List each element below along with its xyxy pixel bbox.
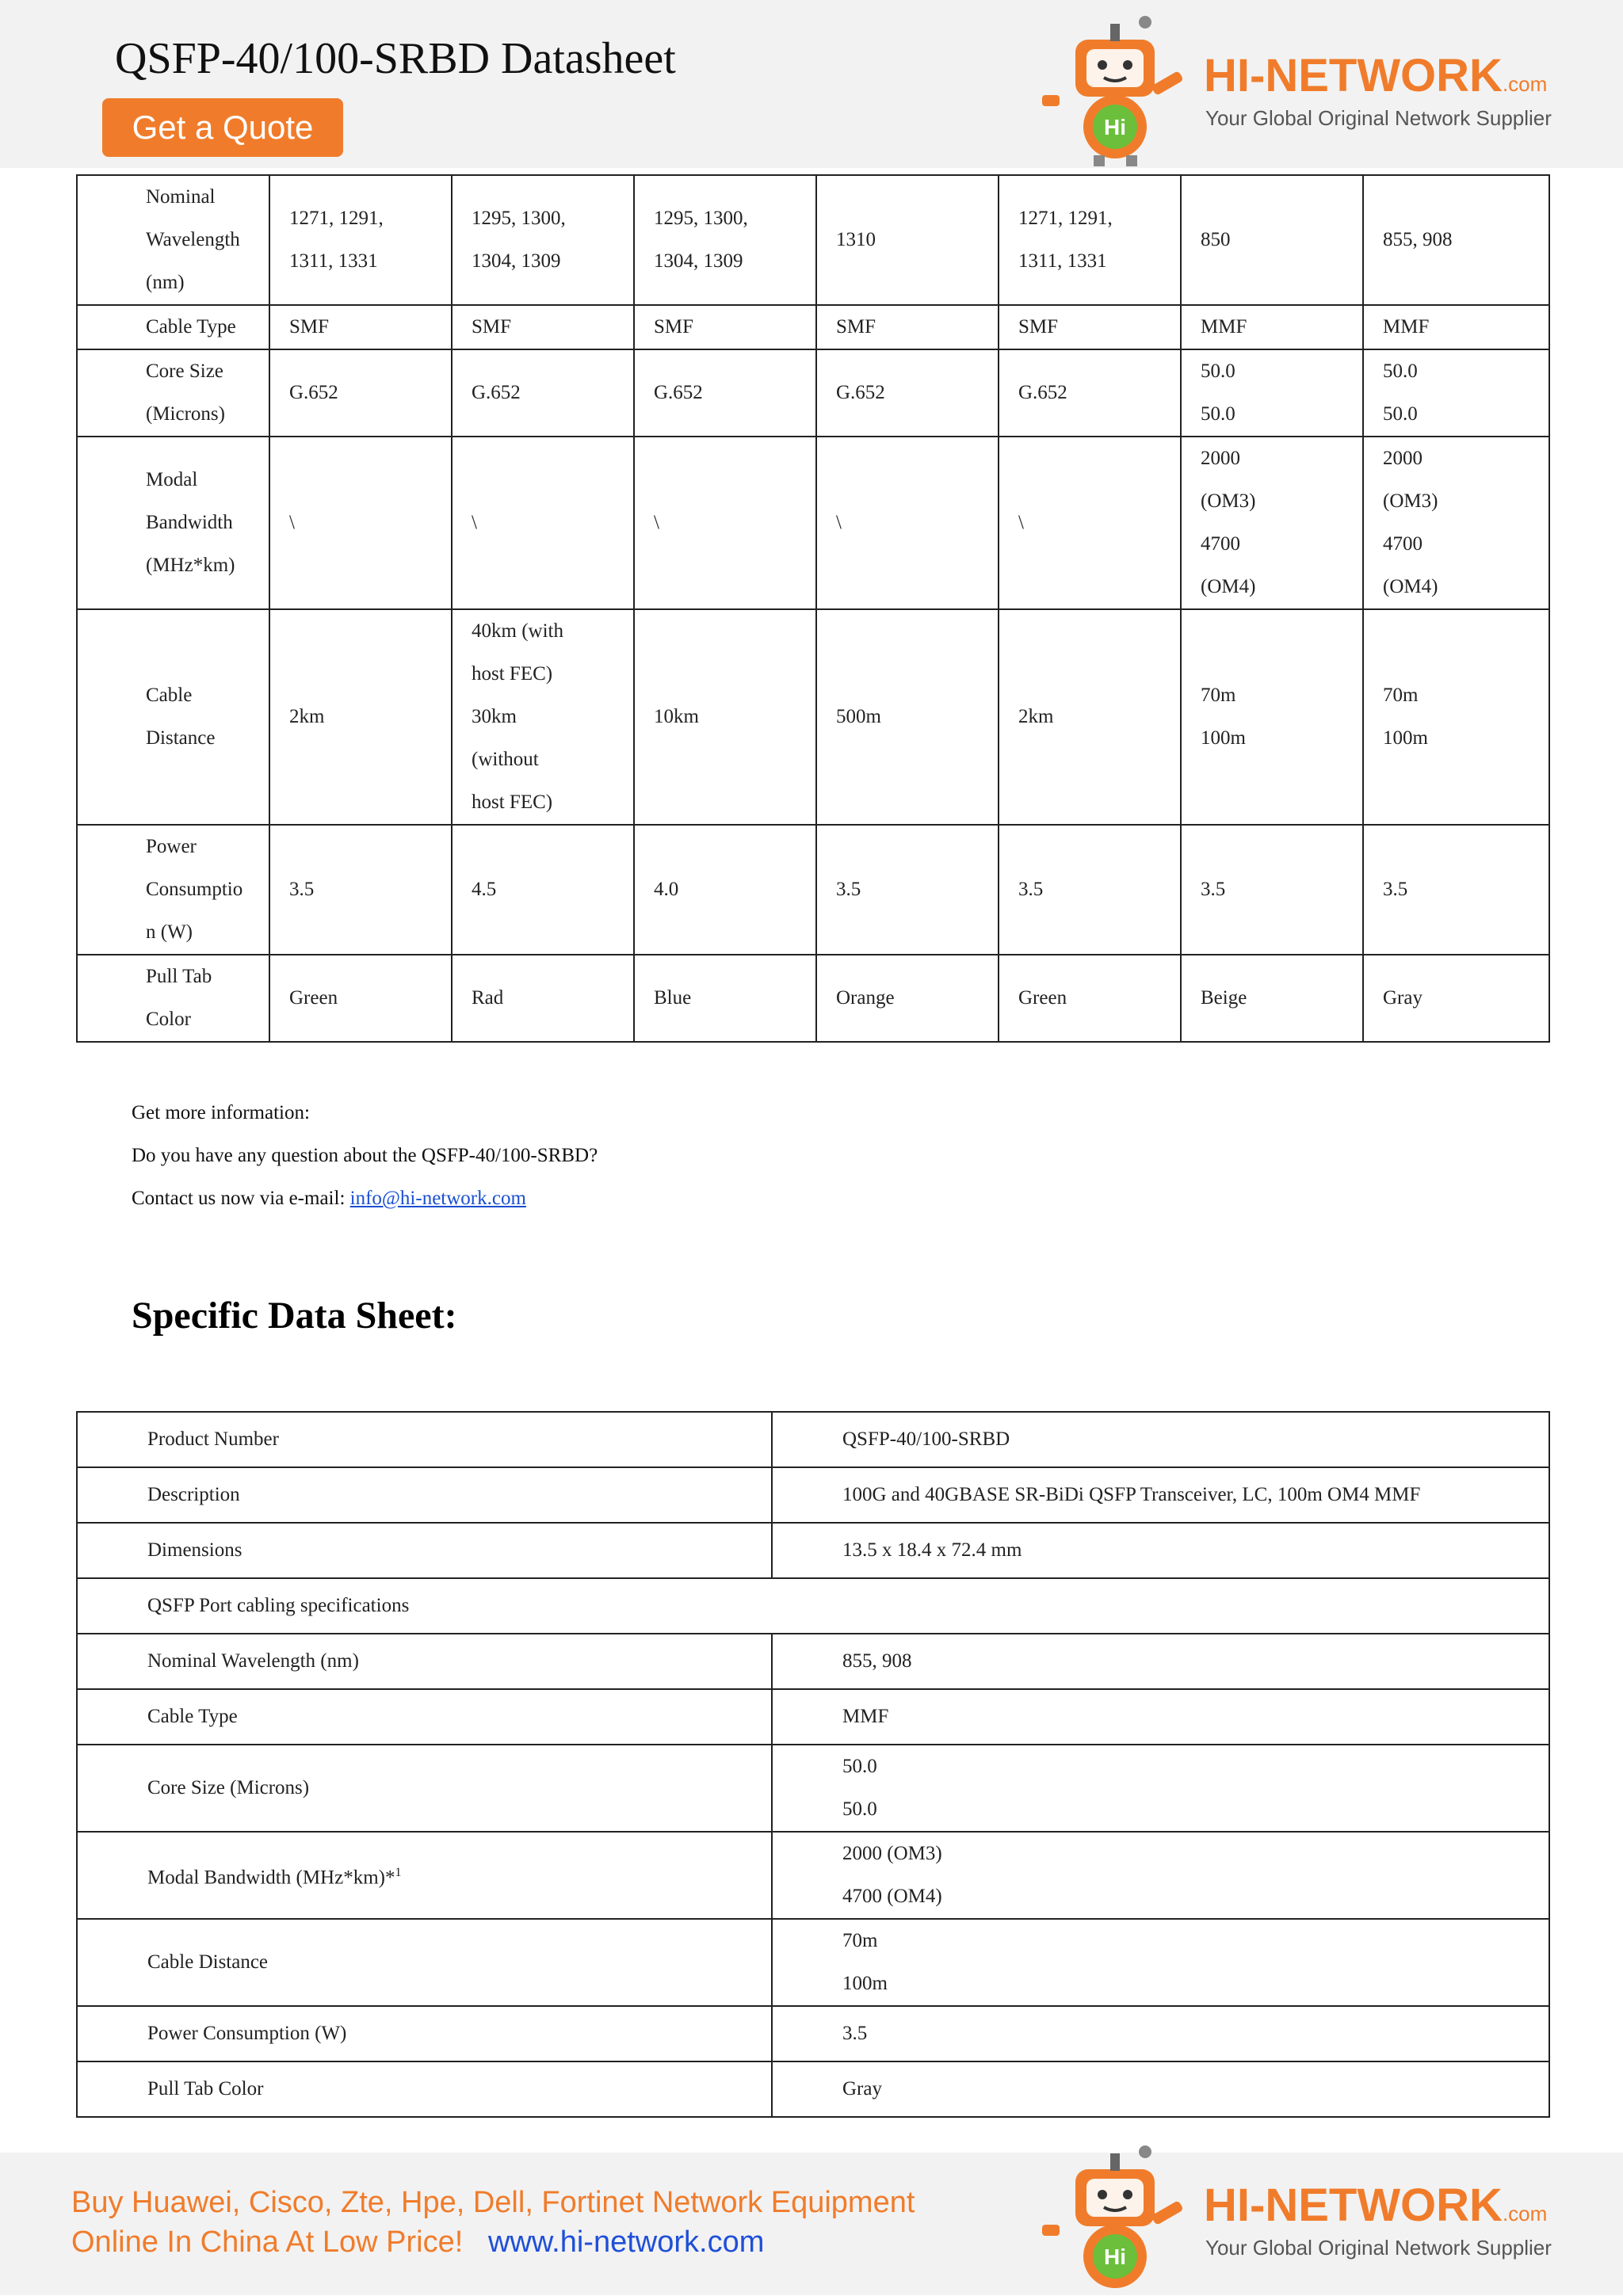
row-label-text: Nominal Wavelength (nm)	[147, 1650, 359, 1672]
row-label	[77, 1523, 772, 1578]
spec-cell	[1363, 609, 1549, 825]
spec-cell-line: 3.5	[1201, 879, 1226, 900]
spec-cell-line: 1310	[836, 229, 876, 250]
spec-value-line: 2000 (OM3)	[842, 1843, 942, 1864]
spec-cell	[452, 609, 634, 825]
spec-cell	[634, 825, 816, 955]
row-label	[77, 1467, 772, 1523]
spec-cell	[999, 609, 1181, 825]
row-label-text: Cable Type	[147, 1706, 238, 1727]
spec-cell-line: 2km	[289, 706, 325, 727]
spec-cell	[452, 955, 634, 1042]
spec-cell-line: (OM4)	[1383, 576, 1438, 597]
spec-cell-line: 70m	[1383, 685, 1419, 706]
row-label-line: (nm)	[146, 272, 185, 293]
spec-cell	[634, 305, 816, 349]
spec-value	[772, 2006, 1549, 2061]
spec-cell-line: \	[1018, 512, 1024, 533]
row-label	[77, 2061, 772, 2117]
spec-cell-line: 855, 908	[1383, 229, 1453, 250]
spec-cell-line: 1304, 1309	[654, 250, 743, 272]
row-label-line: Power	[146, 836, 197, 857]
spec-cell	[1363, 955, 1549, 1042]
spec-cell-line: \	[289, 512, 295, 533]
spec-cell	[816, 349, 999, 437]
spec-cell	[452, 349, 634, 437]
spec-cell	[999, 825, 1181, 955]
spec-row	[77, 349, 1549, 437]
spec-cell-line: 100m	[1383, 727, 1428, 749]
row-label-line: n (W)	[146, 921, 193, 943]
spec-cell	[452, 825, 634, 955]
spec-cell	[816, 437, 999, 609]
row-label-line: (Microns)	[146, 403, 225, 425]
row-label	[77, 1578, 1549, 1634]
hi-network-logo[interactable]	[1018, 8, 1573, 166]
spec-cell	[634, 955, 816, 1042]
spec-cell-line: 3.5	[289, 879, 315, 900]
spec-cell-line: 70m	[1201, 685, 1236, 706]
row-label-text: Pull Tab Color	[147, 2078, 264, 2100]
spec-value	[772, 1634, 1549, 1689]
spec-row	[77, 825, 1549, 955]
spec-cell	[816, 609, 999, 825]
spec-row	[77, 305, 1549, 349]
row-label-text: Product Number	[147, 1428, 279, 1450]
footer-promo: Buy Huawei, Cisco, Zte, Hpe, Dell, Fortinet Network Equipment	[71, 2186, 915, 2219]
spec-cell-line: 850	[1201, 229, 1231, 250]
spec-row	[77, 1634, 1549, 1689]
spec-cell	[452, 437, 634, 609]
spec-cell-line: Green	[1018, 987, 1067, 1009]
spec-cell-line: 3.5	[836, 879, 861, 900]
row-label-line: Pull Tab	[146, 966, 212, 987]
spec-value-line: 100G and 40GBASE SR-BiDi QSFP Transceiver, LC, 100m OM4 MMF	[842, 1484, 1421, 1505]
row-label-line: Color	[146, 1009, 191, 1030]
row-label	[77, 1919, 772, 2006]
spec-value	[772, 1467, 1549, 1523]
spec-value	[772, 2061, 1549, 2117]
spec-value-line: 50.0	[842, 1756, 877, 1777]
spec-cell-line: G.652	[289, 382, 338, 403]
row-label	[77, 1745, 772, 1832]
spec-cell	[999, 175, 1181, 305]
spec-cell-line: 4.5	[472, 879, 497, 900]
svg-text:Hi: Hi	[1104, 115, 1126, 139]
spec-row	[77, 1745, 1549, 1832]
specific-data-table	[76, 1411, 1550, 2118]
spec-cell-line: host FEC)	[472, 663, 553, 685]
spec-cell-line: 2km	[1018, 706, 1054, 727]
spec-cell-line: (OM3)	[1201, 490, 1256, 512]
document-title: QSFP-40/100-SRBD Datasheet	[115, 34, 676, 83]
spec-value-line: 100m	[842, 1973, 888, 1994]
spec-cell-line: G.652	[472, 382, 521, 403]
row-label	[77, 175, 269, 305]
spec-value-line: 855, 908	[842, 1650, 912, 1672]
spec-cell	[1181, 609, 1363, 825]
spec-cell	[1363, 825, 1549, 955]
spec-cell	[634, 437, 816, 609]
spec-cell	[1181, 349, 1363, 437]
get-a-quote-button[interactable]: Get a Quote	[102, 98, 343, 157]
row-label-text: Description	[147, 1484, 240, 1505]
row-label-line: Wavelength	[146, 229, 240, 250]
row-label	[77, 825, 269, 955]
brand-tagline: Your Global Original Network Supplier	[1205, 2236, 1552, 2260]
spec-cell	[1181, 955, 1363, 1042]
spec-value	[772, 1919, 1549, 2006]
spec-cell	[269, 609, 452, 825]
row-label-line: Cable Type	[146, 316, 236, 338]
spec-value	[772, 1689, 1549, 1745]
spec-row	[77, 1919, 1549, 2006]
spec-cell-line: SMF	[472, 316, 512, 338]
spec-cell-line: (OM4)	[1201, 576, 1256, 597]
page-footer	[0, 2153, 1623, 2295]
spec-cell	[816, 305, 999, 349]
spec-cell-line: 500m	[836, 706, 881, 727]
info-contact: Contact us now via e-mail: info@hi-network.com	[132, 1188, 526, 1209]
spec-value-line: 50.0	[842, 1798, 877, 1820]
spec-cell	[269, 175, 452, 305]
spec-row	[77, 1689, 1549, 1745]
spec-value-line: 3.5	[842, 2023, 868, 2044]
spec-cell-line: 50.0	[1201, 360, 1235, 382]
spec-cell-line: (without	[472, 749, 539, 770]
row-label-text: Power Consumption (W)	[147, 2023, 347, 2044]
spec-cell	[452, 305, 634, 349]
spec-row	[77, 2006, 1549, 2061]
spec-cell-line: 1295, 1300,	[472, 208, 566, 229]
spec-cell	[634, 175, 816, 305]
row-label-line: Cable	[146, 685, 193, 706]
hi-network-footer-logo[interactable]	[1018, 2138, 1573, 2296]
spec-cell-line: 30km	[472, 706, 517, 727]
row-label	[77, 349, 269, 437]
row-label-text: Dimensions	[147, 1539, 242, 1561]
spec-value	[772, 1745, 1549, 1832]
spec-cell-line: 4700	[1383, 533, 1423, 555]
row-label-line: Nominal	[146, 186, 216, 208]
spec-cell-line: 4700	[1201, 533, 1240, 555]
spec-cell-line: host FEC)	[472, 791, 553, 813]
spec-value-line: QSFP-40/100-SRBD	[842, 1428, 1010, 1450]
brand-tagline: Your Global Original Network Supplier	[1205, 106, 1552, 130]
spec-cell-line: Gray	[1383, 987, 1423, 1009]
spec-cell-line: 50.0	[1201, 403, 1235, 425]
row-label-line: Modal	[146, 469, 198, 490]
spec-value	[772, 1523, 1549, 1578]
spec-row	[77, 437, 1549, 609]
page-header	[0, 0, 1623, 168]
row-label	[77, 1689, 772, 1745]
spec-cell-line: G.652	[836, 382, 885, 403]
spec-row	[77, 1467, 1549, 1523]
spec-cell-line: G.652	[654, 382, 703, 403]
spec-cell	[634, 609, 816, 825]
spec-row	[77, 955, 1549, 1042]
spec-cell	[269, 825, 452, 955]
spec-cell-line: SMF	[836, 316, 876, 338]
spec-cell-line: SMF	[654, 316, 694, 338]
spec-row	[77, 1523, 1549, 1578]
spec-cell-line: Rad	[472, 987, 504, 1009]
spec-cell	[1181, 175, 1363, 305]
spec-cell-line: 1311, 1331	[1018, 250, 1107, 272]
row-label-line: Core Size	[146, 360, 223, 382]
row-label	[77, 609, 269, 825]
spec-cell-line: G.652	[1018, 382, 1067, 403]
spec-row	[77, 1412, 1549, 1467]
spec-cell-line: 3.5	[1383, 879, 1408, 900]
spec-row	[77, 1832, 1549, 1919]
spec-cell	[1181, 305, 1363, 349]
row-label-text: Core Size (Microns)	[147, 1777, 310, 1798]
brand-name: HI-NETWORK.com	[1204, 50, 1548, 101]
row-label	[77, 955, 269, 1042]
spec-cell	[634, 349, 816, 437]
spec-cell	[1363, 305, 1549, 349]
spec-cell-line: \	[836, 512, 842, 533]
row-label	[77, 305, 269, 349]
spec-cell-line: 100m	[1201, 727, 1246, 749]
spec-cell-line: 10km	[654, 706, 699, 727]
spec-value-line: 70m	[842, 1930, 878, 1951]
spec-value-line: Gray	[842, 2078, 882, 2100]
row-label	[77, 1634, 772, 1689]
spec-cell	[816, 175, 999, 305]
robot-mascot-icon	[1018, 2138, 1209, 2296]
spec-value	[772, 1832, 1549, 1919]
row-label	[77, 1412, 772, 1467]
spec-cell-line: Beige	[1201, 987, 1247, 1009]
spec-cell-line: 1271, 1291,	[289, 208, 384, 229]
spec-row	[77, 175, 1549, 305]
spec-cell-line: MMF	[1201, 316, 1247, 338]
email-link[interactable]: info@hi-network.com	[349, 1188, 526, 1209]
spec-cell	[999, 437, 1181, 609]
spec-cell	[999, 955, 1181, 1042]
spec-cell-line: Green	[289, 987, 338, 1009]
spec-cell	[1181, 437, 1363, 609]
spec-cell-line: Orange	[836, 987, 895, 1009]
row-label-line: Bandwidth	[146, 512, 233, 533]
spec-cell-line: Blue	[654, 987, 692, 1009]
spec-row	[77, 2061, 1549, 2117]
row-label-line: Consumptio	[146, 879, 243, 900]
spec-cell	[1363, 175, 1549, 305]
row-label-line: Distance	[146, 727, 216, 749]
spec-cell-line: 3.5	[1018, 879, 1044, 900]
spec-cell-line: 1271, 1291,	[1018, 208, 1113, 229]
spec-cell	[1363, 437, 1549, 609]
row-label-text: QSFP Port cabling specifications	[147, 1595, 410, 1616]
footer-promo-link-line: Online In China At Low Price! www.hi-network.com	[71, 2225, 765, 2259]
spec-cell-line: (OM3)	[1383, 490, 1438, 512]
spec-cell	[269, 955, 452, 1042]
row-label-text: Cable Distance	[147, 1951, 269, 1973]
brand-name: HI-NETWORK.com	[1204, 2180, 1548, 2231]
spec-cell-line: \	[654, 512, 659, 533]
footnote-marker: 1	[395, 1865, 402, 1879]
spec-value	[772, 1412, 1549, 1467]
spec-value-line: 13.5 x 18.4 x 72.4 mm	[842, 1539, 1022, 1561]
info-heading: Get more information:	[132, 1102, 310, 1123]
spec-cell-line: 2000	[1201, 448, 1240, 469]
row-label	[77, 437, 269, 609]
section-title: Specific Data Sheet:	[132, 1295, 457, 1337]
spec-cell-line: 1311, 1331	[289, 250, 378, 272]
spec-cell-line: 4.0	[654, 879, 679, 900]
spec-cell	[269, 437, 452, 609]
spec-cell-line: \	[472, 512, 477, 533]
robot-mascot-icon	[1018, 8, 1209, 166]
spec-value-line: 4700 (OM4)	[842, 1886, 942, 1907]
row-label	[77, 1832, 772, 1919]
info-question: Do you have any question about the QSFP-40/100-SRBD?	[132, 1145, 598, 1166]
row-label-line: (MHz*km)	[146, 555, 235, 576]
row-label-text: Modal Bandwidth (MHz*km)*	[147, 1867, 395, 1889]
spec-cell	[269, 349, 452, 437]
port-specs-table	[76, 174, 1550, 1043]
spec-cell-line: 40km (with	[472, 620, 563, 642]
spec-cell-line: MMF	[1383, 316, 1430, 338]
spec-cell	[816, 955, 999, 1042]
spec-cell-line: SMF	[1018, 316, 1059, 338]
spec-row	[77, 1578, 1549, 1634]
spec-cell	[1363, 349, 1549, 437]
spec-cell-line: SMF	[289, 316, 330, 338]
spec-cell	[816, 825, 999, 955]
spec-cell	[999, 305, 1181, 349]
spec-cell-line: 2000	[1383, 448, 1423, 469]
spec-row	[77, 609, 1549, 825]
spec-cell	[999, 349, 1181, 437]
svg-text:Hi: Hi	[1104, 2245, 1126, 2269]
spec-cell	[452, 175, 634, 305]
row-label	[77, 2006, 772, 2061]
spec-cell-line: 50.0	[1383, 403, 1418, 425]
spec-cell	[269, 305, 452, 349]
spec-cell-line: 50.0	[1383, 360, 1418, 382]
footer-url-link[interactable]: www.hi-network.com	[487, 2225, 765, 2259]
spec-cell-line: 1295, 1300,	[654, 208, 748, 229]
spec-cell	[1181, 825, 1363, 955]
spec-cell-line: 1304, 1309	[472, 250, 561, 272]
spec-value-line: MMF	[842, 1706, 889, 1727]
